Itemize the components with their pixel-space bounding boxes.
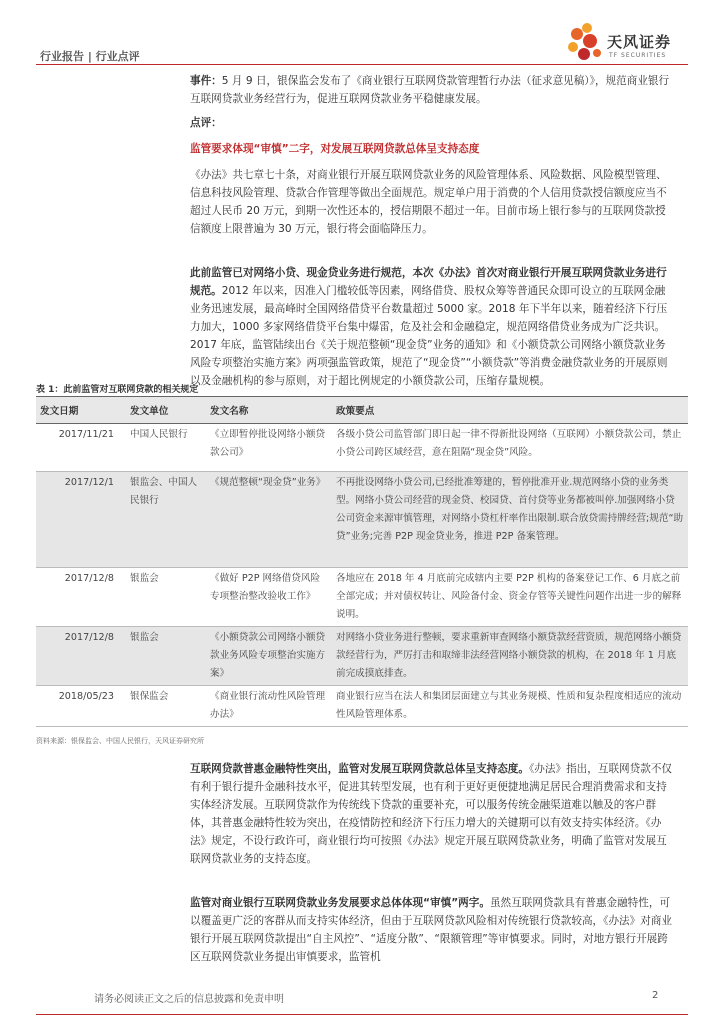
row-name: 《商业银行流动性风险管理办法》 [206, 686, 332, 727]
header-divider [36, 64, 688, 65]
logo-icon [557, 20, 605, 64]
row-date: 2017/12/8 [36, 568, 126, 627]
row-org: 银监会、中国人民银行 [126, 472, 206, 568]
row-name: 《规范整顿“现金贷”业务》 [206, 472, 332, 568]
row-points: 各地应在 2018 年 4 月底前完成辖内主要 P2P 机构的备案登记工作、6 月底之前全部完成；并对债权转让、风险备付金、资金存管等关键性问题作出进一步的解释说明。 [332, 568, 688, 627]
table-row [36, 424, 688, 472]
table-header-date: 发文日期 [36, 397, 126, 424]
row-org: 中国人民银行 [126, 424, 206, 472]
paragraph-4-lead: 监管对商业银行互联网贷款业务发展要求总体体现“审慎”两字。 [190, 897, 490, 909]
event-text: 5 月 9 日，银保监会发布了《商业银行互联网贷款管理暂行办法（征求意见稿）》，规范商业银行互联网贷款业务经营行为，促进互联网贷款业务平稳健康发展。 [190, 75, 670, 105]
report-section: 行业报告 | 行业点评 [40, 50, 140, 63]
section-heading: 监管要求体现“审慎”二字，对发展互联网贷款总体呈支持态度 [190, 143, 480, 155]
row-name: 《小额贷款公司网络小额贷款业务风险专项整治实施方案》 [206, 627, 332, 686]
event-paragraph [190, 72, 674, 108]
paragraph-3 [190, 760, 674, 868]
paragraph-2-lead: 此前监管已对网络小贷、现金贷业务进行规范，本次《办法》首次对商业银行开展互联网贷款业务进行规范。 [190, 267, 667, 297]
paragraph-4-text: 虽然互联网贷款具有普惠金融特性，可以覆盖更广泛的客群从而支持实体经济，但由于互联网贷款风险相对传统银行贷款较高，《办法》对商业银行开展互联网贷款提出“自主风控”、“适度分散”、“限额管理”等审慎要求。同时，对地方银行开展跨区互联网贷款业务提出审慎要求，监管机 [190, 897, 673, 963]
paragraph-2 [190, 264, 674, 390]
table-row [36, 686, 688, 727]
paragraph-2-text: 2012 年以来，因准入门槛较低等因素，网络借贷、股权众筹等普通民众即可设立的互联网金融业务迅速发展，最高峰时全国网络借贷平台数量超过 5000 家。2018 年下半年以来，随着经济下行压力加大，1000 多家网络借贷平台集中爆雷，危及社会和金融稳定，规范网络借贷业务成为广泛共识。2017 年底，监管陆续出台《关于规范整顿“现金贷”业务的通知》和《小额贷款公司网络小额贷款业务风险专项整治实施方案》两项强监管政策，规范了“现金贷”“小额贷款”等消费金融贷款业务的开展原则以及金融机构的参与原则，对于超比例规定的小额贷款公司，压缩存量规模。 [190, 285, 668, 387]
row-org: 银保监会 [126, 686, 206, 727]
row-date: 2017/11/21 [36, 424, 126, 472]
footer-disclaimer: 请务必阅读正文之后的信息披露和免责申明 [94, 994, 284, 1005]
paragraph-4 [190, 894, 674, 966]
row-date: 2017/12/1 [36, 472, 126, 568]
row-org: 银监会 [126, 627, 206, 686]
company-logo [557, 20, 687, 64]
footer-divider [36, 1014, 688, 1015]
row-points: 不再批设网络小贷公司,已经批准筹建的，暂停批准开业.规范网络小贷的业务类型。网络小贷公司经营的现金贷、校园贷、首付贷等业务都被叫停.加强网络小贷公司资金来源审慎管理，对网络小贷杠杆率作出限制.联合放贷需持牌经营;规范“助贷”业务;完善 P2P 现金贷业务，推进 P2P 备案管理。 [332, 472, 688, 568]
row-points: 商业银行应当在法人和集团层面建立与其业务规模、性质和复杂程度相适应的流动性风险管理体系。 [332, 686, 688, 727]
logo-subtext: TF SECURITIES [609, 52, 667, 59]
row-org: 银监会 [126, 568, 206, 627]
paragraph-3-text: 《办法》指出，互联网贷款不仅有利于银行提升金融科技水平，促进其转型发展，也有利于更好更便捷地满足居民合理消费需求和支持实体经济发展。互联网贷款作为传统线下贷款的重要补充，可以服务传统金融渠道难以触及的客户群体，其普惠金融特性较为突出，在疫情防控和经济下行压力增大的关键期可以有效支持实体经济。《办法》规定，不设行政许可，商业银行均可按照《办法》规定开展互联网贷款业务，明确了监管对发展互联网贷款业务的支持态度。 [190, 763, 673, 865]
table-source: 资料来源：银保监会、中国人民银行，天风证券研究所 [36, 737, 204, 745]
table-header-points: 政策要点 [332, 397, 688, 424]
row-name: 《做好 P2P 网络借贷风险专项整治整改验收工作》 [206, 568, 332, 627]
table-header-name: 发文名称 [206, 397, 332, 424]
paragraph-3-lead: 互联网贷款普惠金融特性突出，监管对发展互联网贷款总体呈支持态度。 [190, 763, 529, 775]
table-title: 表 1：此前监管对互联网贷款的相关规定 [36, 385, 199, 395]
table-header-org: 发文单位 [126, 397, 206, 424]
table-row [36, 472, 688, 568]
table-row [36, 568, 688, 627]
comment-label: 点评： [190, 117, 222, 129]
row-date: 2017/12/8 [36, 627, 126, 686]
table-row [36, 627, 688, 686]
logo-text: 天风证券 [607, 33, 672, 51]
row-name: 《立即暂停批设网络小额贷款公司》 [206, 424, 332, 472]
paragraph-1: 《办法》共七章七十条，对商业银行开展互联网贷款业务的风险管理体系、风险数据、风险模型管理、信息科技风险管理、贷款合作管理等做出全面规范。规定单户用于消费的个人信用贷款授信额度应当不超过人民币 20 万元，到期一次性还本的，授信期限不超过一年。目前市场上银行参与的互联网贷款授信额度上限普遍为 30 万元，银行将会面临降压力。 [190, 169, 667, 235]
row-points: 各级小贷公司监管部门即日起一律不得新批设网络（互联网）小额贷款公司，禁止小贷公司跨区域经营，意在阻隔“现金贷”风险。 [332, 424, 688, 472]
row-date: 2018/05/23 [36, 686, 126, 727]
event-label: 事件： [190, 75, 222, 87]
page-number: 2 [652, 990, 659, 1001]
row-points: 对网络小贷业务进行整顿，要求重新审查网络小额贷款经营资质，规范网络小额贷款经营行为，严厉打击和取缔非法经营网络小额贷款的机构，在 2018 年 1 月底前完成摸底排查。 [332, 627, 688, 686]
policy-table [36, 396, 688, 727]
